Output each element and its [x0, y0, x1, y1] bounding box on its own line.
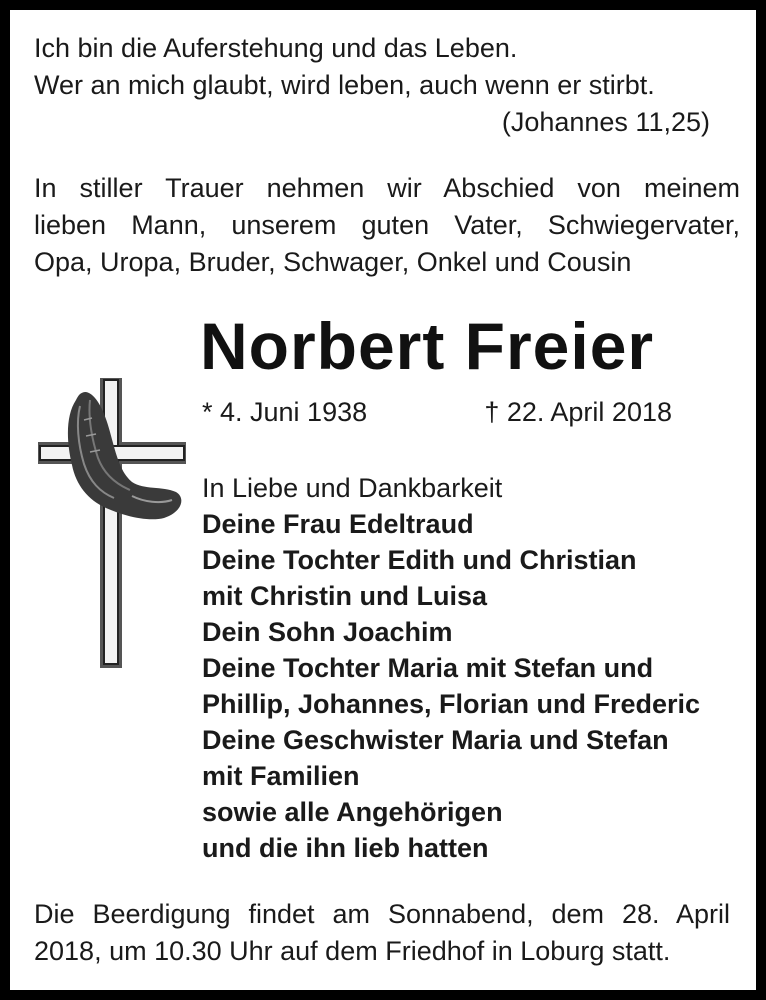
family-line: Deine Geschwister Maria und Stefan — [202, 725, 669, 755]
funeral-line-1: Die Beerdigung findet am Sonnabend, dem 28. April — [34, 899, 730, 929]
intro-line-3: Opa, Uropa, Bruder, Schwager, Onkel und Cousin — [34, 247, 632, 277]
cross-with-praying-hands-icon — [36, 370, 188, 670]
family-line: Dein Sohn Joachim — [202, 617, 453, 647]
bible-verse — [34, 30, 710, 141]
funeral-line-2: 2018, um 10.30 Uhr auf dem Friedhof in Loburg statt. — [34, 936, 671, 966]
death-date: † 22. April 2018 — [484, 397, 672, 427]
family-line: mit Familien — [202, 761, 360, 791]
intro-line-2: lieben Mann, unserem guten Vater, Schwiegervater, — [34, 210, 740, 240]
family-line: mit Christin und Luisa — [202, 581, 488, 611]
obituary-notice — [10, 10, 756, 990]
family-line: Deine Tochter Maria mit Stefan und — [202, 653, 654, 683]
intro-line-1: In stiller Trauer nehmen wir Abschied von meinem — [34, 173, 740, 203]
family-line: Phillip, Johannes, Florian und Frederic — [202, 689, 701, 719]
family-line: Deine Tochter Edith und Christian — [202, 545, 637, 575]
family-line: sowie alle Angehörigen — [202, 797, 503, 827]
deceased-name: Norbert Freier — [200, 309, 655, 383]
verse-line-1: Ich bin die Auferstehung und das Leben. — [34, 33, 518, 63]
funeral-notice — [34, 896, 730, 970]
verse-reference: (Johannes 11,25) — [501, 107, 710, 137]
mourning-intro — [34, 170, 740, 281]
verse-line-2: Wer an mich glaubt, wird leben, auch wenn er stirbt. — [34, 70, 655, 100]
family-line: Deine Frau Edeltraud — [202, 509, 474, 539]
family-lead: In Liebe und Dankbarkeit — [202, 473, 503, 503]
family-line: und die ihn lieb hatten — [202, 833, 489, 863]
birth-date: * 4. Juni 1938 — [202, 397, 368, 427]
family-signatures — [202, 470, 742, 866]
